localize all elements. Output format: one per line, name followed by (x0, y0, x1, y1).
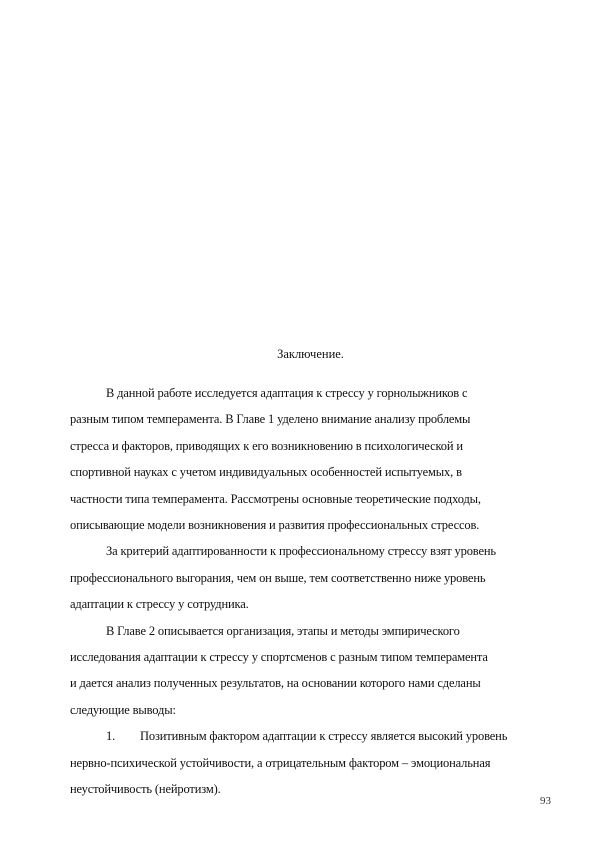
text-line: неустойчивость (нейротизм). (70, 782, 221, 797)
paragraph-2 (70, 538, 548, 617)
text-line: частности типа темперамента. Рассмотрены основные теоретические подходы, (70, 491, 481, 506)
body-text (70, 380, 548, 803)
text-line: Позитивным фактором адаптации к стрессу является высокий уровень (140, 729, 508, 744)
paragraph-3 (70, 618, 548, 724)
text-line: В Главе 2 описывается организация, этапы и методы эмпирического (106, 623, 460, 638)
list-item (70, 723, 548, 802)
paragraph-1 (70, 380, 548, 538)
text-line: спортивной науках с учетом индивидуальных особенностей испытуемых, в (70, 465, 462, 480)
text-line: следующие выводы: (70, 702, 176, 717)
text-line: описывающие модели возникновения и развития профессиональных стрессов. (70, 518, 480, 533)
text-line: За критерий адаптированности к профессиональному стрессу взят уровень (106, 544, 496, 559)
list-item-number: 1. (106, 729, 116, 744)
text-line: разным типом темперамента. В Главе 1 уделено внимание анализу проблемы (70, 412, 471, 427)
text-line: и дается анализ полученных результатов, на основании которого нами сделаны (70, 676, 481, 691)
text-line: нервно-психической устойчивости, а отрицательным фактором – эмоциональная (70, 755, 491, 770)
text-line: адаптации к стрессу у сотрудника. (70, 597, 249, 612)
text-line: исследования адаптации к стрессу у спортсменов с разным типом темперамента (70, 650, 488, 665)
text-line: профессионального выгорания, чем он выше, тем соответственно ниже уровень (70, 570, 486, 585)
text-line: стресса и факторов, приводящих к его возникновению в психологической и (70, 438, 463, 453)
section-title: Заключение. (277, 347, 344, 361)
page-number: 93 (540, 795, 551, 807)
list-item-first-line (70, 723, 548, 749)
text-line: В данной работе исследуется адаптация к стрессу у горнолыжников с (106, 386, 468, 400)
